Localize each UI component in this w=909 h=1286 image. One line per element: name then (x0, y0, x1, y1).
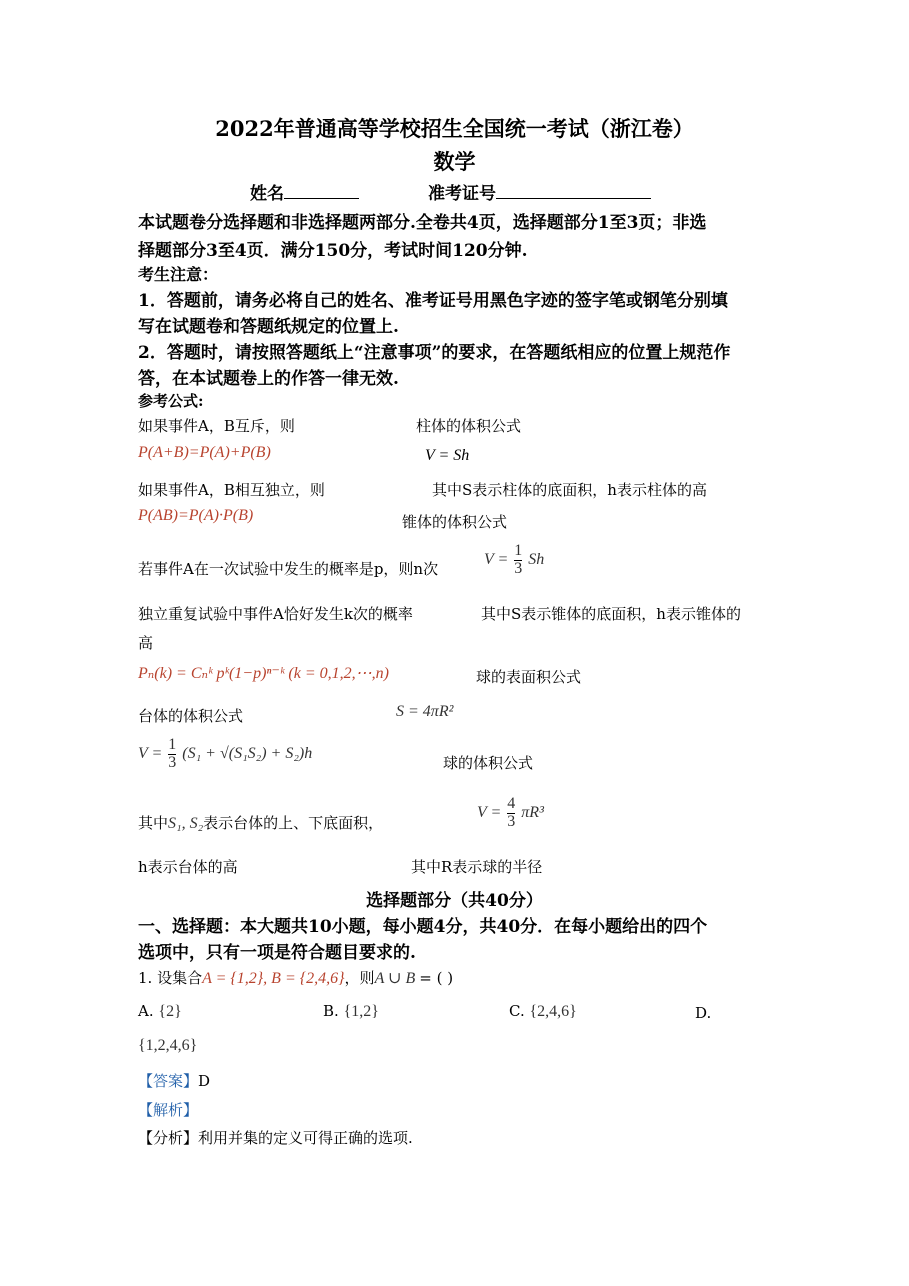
option-d-label: D. (695, 1004, 712, 1022)
frustum-formula-rhs: (S₁ + √(S₁S₂) + S₂)h (182, 744, 313, 762)
option-a[interactable] (138, 1002, 182, 1021)
section-title: 选择题部分（共40分） (366, 891, 543, 911)
formulas-heading: 参考公式: (138, 392, 204, 410)
frustum-note (138, 812, 383, 833)
frustum-formula (138, 737, 312, 772)
prism-title: 柱体的体积公式 (416, 417, 522, 435)
sphere-volume-rhs: πR³ (521, 803, 544, 821)
id-blank (496, 198, 651, 199)
repeat-text: 独立重复试验中事件A恰好发生k次的概率 (138, 605, 413, 623)
sphere-note: 其中R表示球的半径 (411, 858, 543, 876)
frustum-fraction (168, 737, 176, 772)
prism-note: 其中S表示柱体的底面积，h表示柱体的高 (432, 481, 707, 499)
section-instructions-line-1: 一、选择题：本大题共10小题，每小题4分，共40分．在每小题给出的四个 (138, 917, 708, 937)
frustum-title: 台体的体积公式 (138, 707, 244, 725)
cone-formula-rhs: Sh (528, 550, 545, 568)
sphere-volume-denominator: 3 (507, 812, 516, 830)
cone-fraction (514, 543, 522, 578)
subject-title: 数学 (433, 149, 476, 174)
name-field[interactable] (250, 179, 359, 204)
option-a-label: A. (138, 1002, 154, 1020)
cone-denominator: 3 (514, 559, 523, 577)
id-label: 准考证号 (428, 184, 496, 204)
sphere-volume-lhs: V = (477, 803, 502, 821)
cone-title: 锥体的体积公式 (402, 513, 508, 531)
answer-label: 【答案】 (138, 1072, 199, 1090)
option-c[interactable] (509, 1002, 577, 1021)
exam-title: 2022年普通高等学校招生全国统一考试（浙江卷） (215, 116, 694, 141)
prism-formula: V = Sh (425, 447, 470, 464)
section-instructions-line-2: 选项中，只有一项是符合题目要求的. (138, 943, 416, 963)
fenxi-line (138, 1127, 413, 1148)
notice-heading: 考生注意： (138, 265, 219, 284)
indep-formula: P(AB)=P(A)·P(B) (138, 507, 254, 524)
question-1-union: A ∪ B (374, 970, 416, 987)
cone-formula (484, 543, 544, 578)
analysis-label: 【解析】 (138, 1101, 199, 1119)
question-1-sets: A = {1,2}, B = {2,4,6} (202, 970, 345, 987)
option-d[interactable] (695, 1004, 711, 1022)
trial-text: 若事件A在一次试验中发生的概率是p，则n次 (138, 560, 439, 578)
question-1-suffix: = ( ) (419, 969, 454, 987)
id-field[interactable] (428, 179, 651, 204)
option-b-label: B. (323, 1002, 339, 1020)
intro-line-1: 本试题卷分选择题和非选择题两部分.全卷共4页，选择题部分1至3页；非选 (138, 213, 707, 233)
answer-value: D (198, 1072, 211, 1090)
notice-item-2-line-1: 2．答题时，请按照答题纸上“注意事项”的要求，在答题纸相应的位置上规范作 (138, 343, 731, 363)
frustum-denominator: 3 (168, 753, 177, 771)
name-label: 姓名 (250, 184, 284, 204)
question-1-middle: ，则 (344, 969, 375, 987)
frustum-h-note: h表示台体的高 (138, 858, 238, 876)
mutex-text: 如果事件A，B互斥，则 (138, 417, 295, 435)
option-a-value: {2} (158, 1003, 182, 1020)
cone-note-cont: 高 (138, 634, 154, 652)
fenxi-text: 利用并集的定义可得正确的选项. (198, 1129, 413, 1147)
frustum-numerator: 1 (168, 736, 177, 753)
binomial-formula: Pₙ(k) = Cₙᵏ pᵏ(1−p)ⁿ⁻ᵏ (k = 0,1,2,⋯,n) (138, 665, 389, 682)
cone-formula-lhs: V = (484, 550, 509, 568)
option-d-value: {1,2,4,6} (138, 1037, 198, 1054)
frustum-formula-lhs: V = (138, 744, 163, 762)
option-c-value: {2,4,6} (529, 1003, 577, 1020)
question-1-stem (138, 967, 453, 988)
sphere-area-title: 球的表面积公式 (476, 668, 582, 686)
frustum-note-pre: 其中 (138, 814, 169, 832)
cone-note: 其中S表示锥体的底面积，h表示锥体的 (481, 605, 741, 623)
frustum-note-vars: S₁, S₂ (168, 815, 204, 832)
intro-line-2: 择题部分3至4页．满分150分，考试时间120分钟. (138, 241, 528, 261)
sphere-volume-numerator: 4 (507, 795, 516, 812)
question-1-prefix: 1. 设集合 (138, 969, 203, 987)
notice-item-2-line-2: 答，在本试题卷上的作答一律无效. (138, 369, 399, 389)
notice-item-1-line-2: 写在试题卷和答题纸规定的位置上. (138, 317, 399, 337)
sphere-volume-formula (477, 796, 544, 831)
option-c-label: C. (509, 1002, 525, 1020)
indep-text: 如果事件A，B相互独立，则 (138, 481, 325, 499)
sphere-volume-fraction (507, 796, 515, 831)
answer-line (138, 1070, 210, 1091)
sphere-area-formula: S = 4πR² (396, 703, 454, 720)
cone-numerator: 1 (514, 542, 523, 559)
notice-item-1-line-1: 1．答题前，请务必将自己的姓名、准考证号用黑色字迹的签字笔或钢笔分别填 (138, 291, 728, 311)
option-b-value: {1,2} (343, 1003, 379, 1020)
option-b[interactable] (323, 1002, 379, 1021)
frustum-note-post: 表示台体的上、下底面积， (203, 814, 384, 832)
fenxi-label: 【分析】 (138, 1129, 199, 1147)
name-blank (284, 198, 359, 199)
sphere-volume-title: 球的体积公式 (443, 754, 534, 772)
mutex-formula: P(A+B)=P(A)+P(B) (138, 444, 271, 461)
